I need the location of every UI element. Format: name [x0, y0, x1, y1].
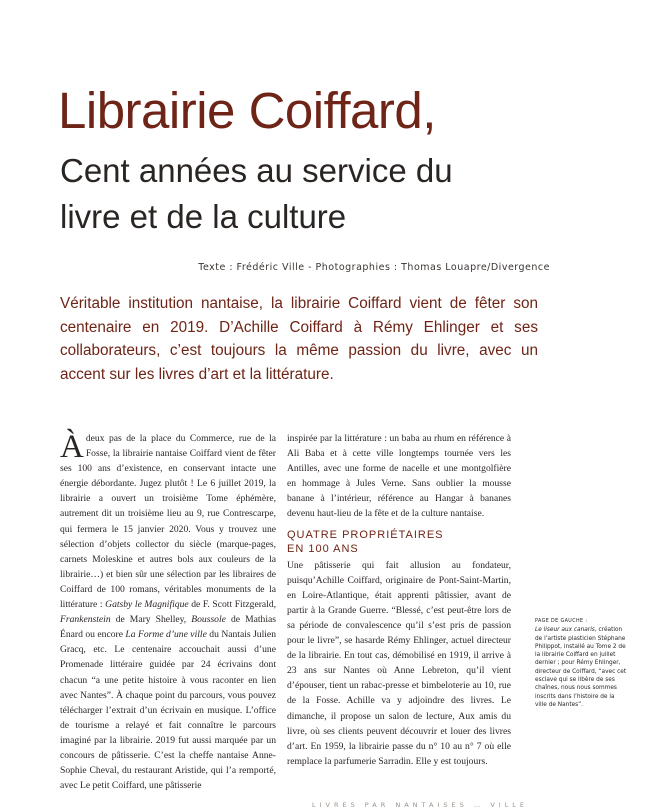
- photo-caption: [535, 618, 627, 709]
- work-title: Gatsby le Magnifique: [105, 599, 189, 611]
- body-text: de Mary Shelley,: [115, 614, 187, 626]
- subheading-line-1: QUATRE PROPRIÉTAIRES: [287, 528, 444, 541]
- caption-label: PAGE DE GAUCHE :: [535, 619, 588, 624]
- body-text: du Nantais Julien Gracq, etc. Le centenaire accouchait aussi d’une Promenade littéraire guidée par 24 écrivains dont chacun “a une petite histoire à vous raconter en lien avec Nantes”. À chaque point du parcours, vous pouvez télécharger l’extrait d’un écrivain en musique. L’office de tourisme a relayé et fait connaître le parcours imaginé par la librairie. 2019 fut aussi marquée par un concours de pâtisserie. C’est la cheffe nantaise Anne-Sophie Cheval, du restaurant Aristide, qui l’a remporté, avec Le petit Coiffard, une pâtisserie: [60, 629, 276, 792]
- caption-body: , création de l’artiste plasticien Stéphane Philippot, installé au Tome 2 de la librairie Coiffard en juillet dernier ; pour Rémy Ehlinger, directeur de Coiffard, “avec cet esclave qui se libère de ses chaînes, nous nous sommes inscrits dans l’histoire de la ville de Nantes”.: [535, 627, 627, 708]
- column-2-paragraph-2: Une pâtisserie qui fait allusion au fondateur, puisqu’Achille Coiffard, originaire de Pont-Saint-Martin, en Loire-Atlantique, était apprenti pâtissier, avant de partir à la Grande Guerre. “Blessé, c’est peut-être lors de sa période de convalescence qu’il s’est pris de passion pour le livre”, se hasarde Rémy Ehlinger, actuel directeur de la librairie. En tout cas, démobilisé en 1919, il arrive à 23 ans sur Nantes où Anne Lebreton, qu’il vient d’épouser, tient un rabac-presse et bimbeloterie au 10, rue de la Fosse. Achille va y adjoindre des livres. Le dimanche, il propose un salon de lecture, Aux amis du livre, où ses clients peuvent découvrir et louer des livres d’art. En 1959, la librairie passe du n° 10 au n° 7 où elle remplace la parfumerie Sarradin. Elle y est toujours.: [287, 559, 511, 767]
- caption-work-title: Le liseur aux canaris: [535, 627, 595, 634]
- work-title: La Forme d’une ville: [125, 629, 207, 641]
- article-credits: Texte : Frédéric Ville - Photographies : Thomas Louapre/Divergence: [198, 262, 550, 273]
- work-title: Boussole: [191, 614, 226, 626]
- section-subheading: [287, 528, 511, 556]
- body-column-2: [287, 431, 511, 769]
- body-text: de Mathias Énard ou encore: [60, 614, 276, 641]
- drop-cap: À: [60, 429, 84, 465]
- column-2-paragraph-1: inspirée par la littérature : un baba au rhum en référence à Ali Baba et à cette ville longtemps tournée vers les Antilles, avec une forme de nacelle et une montgolfière en hommage à Jules Verne. Sans oublier la mousse banane à l’intérieur, référence au Hangar à bananes devenu haut-lieu de la fête et de la culture nantaise.: [287, 433, 511, 520]
- article-title: Librairie Coiffard,: [58, 82, 436, 139]
- subtitle-line-1: Cent années au service du: [60, 152, 453, 189]
- body-column-1: [60, 431, 276, 793]
- article-lead: Véritable institution nantaise, la librairie Coiffard vient de fêter son centenaire en 2019. D’Achille Coiffard à Rémy Ehlinger et ses collaborateurs, c’est toujours la même passion du livre, avec un accent sur les livres d’art et la littérature.: [60, 295, 538, 383]
- column-1-paragraph: [60, 431, 276, 793]
- work-title: Frankenstein: [60, 614, 111, 626]
- subtitle-line-2: livre et de la culture: [60, 198, 347, 235]
- caption-text: [535, 626, 627, 709]
- body-text: de F. Scott Fitzgerald,: [191, 599, 277, 611]
- page-footer: LIVRES PAR NANTAISES … VILLE: [312, 801, 529, 809]
- article-subtitle: [60, 148, 453, 240]
- subheading-line-2: EN 100 ANS: [287, 542, 359, 555]
- body-text: deux pas de la place du Commerce, rue de la Fosse, la librairie nantaise Coiffard vient de fêter ses 100 ans d’existence, en conservant intacte une énergie débordante. Jugez plutôt ! Le 6 juillet 2019, la librairie a ouvert un troisième Tome éphémère, autrement dit un troisième lieu au 9, rue Contrescarpe, qui fermera le 15 janvier 2020. Vous y trouvez une sélection d’objets collector du siècle (marque-pages, carnets Moleskine et autres bols aux couleurs de la librairie…) et bien sûr une sélection par les libraires de Coiffard de 100 romans, véritables monuments de la littérature :: [60, 433, 276, 611]
